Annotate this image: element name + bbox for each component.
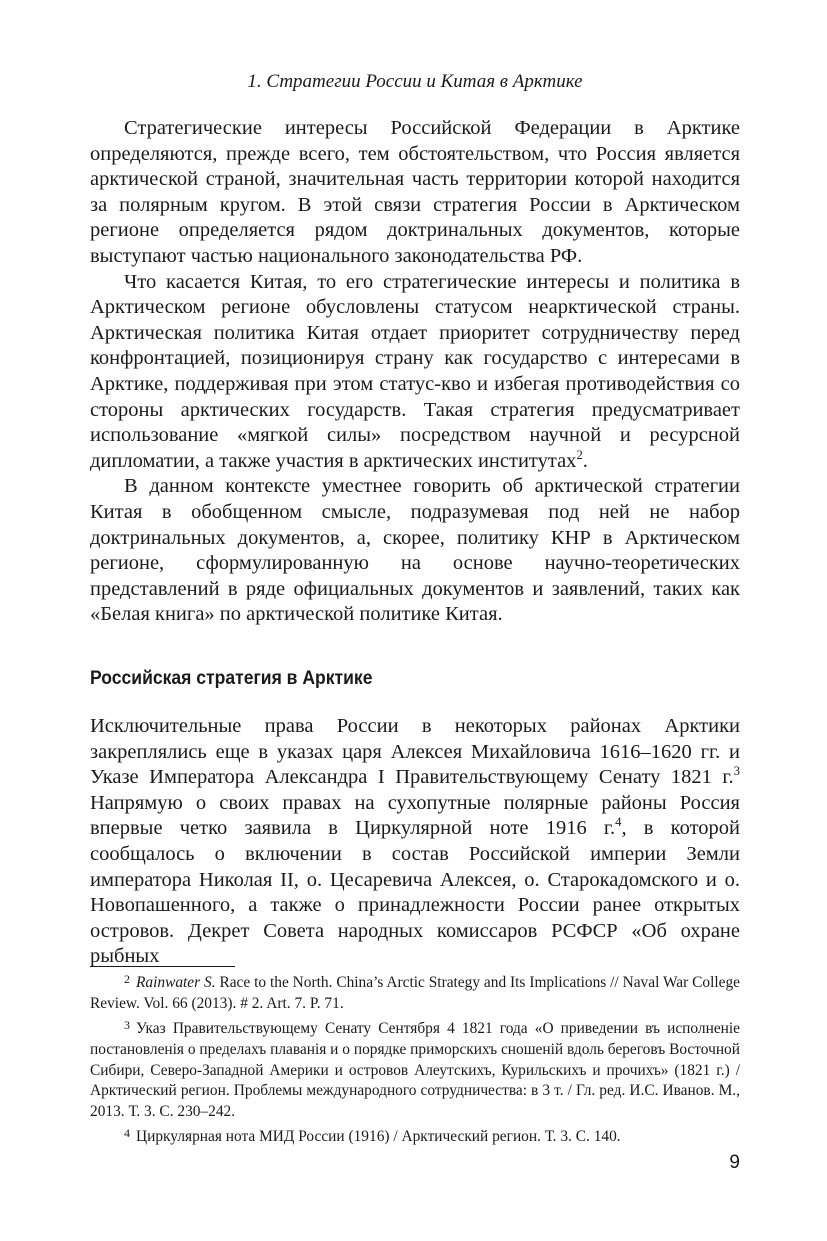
- footnote: [90, 969, 740, 1015]
- section-heading: Российская стратегия в Арктике: [90, 667, 373, 689]
- running-head: 1. Стратегии России и Китая в Арктике: [247, 71, 583, 92]
- page-number: 9: [729, 1152, 740, 1173]
- paragraph-text: Напрямую о своих правах на сухопутные полярные районы Россия впервые четко заявила в Циркулярной ноте 1916 г.: [90, 791, 740, 840]
- paragraph: [90, 270, 740, 475]
- footnote-number: 4: [124, 1125, 130, 1140]
- footnote-ref-4[interactable]: 4: [615, 815, 622, 830]
- footnote-author: Rainwater S.: [136, 974, 216, 992]
- footnote-text: Указ Правительствующему Сенату Сентября 4 1821 года «О приведении въ исполненіе постановленія о пределахъ плаванія и о порядке приморскихъ сношеній вдоль береговъ Восточной Сибири, Северо-Западной Америки и островов Алеутскихъ, Курильскихъ и прочихъ» (1821 г.) / Арктический регион. Проблемы международного сотрудничества: в 3 т. / Гл. ред. И.С. Иванов. М., 2013. Т. 3. С. 230–242.: [90, 1020, 740, 1121]
- footnote-text: Race to the North. China’s Arctic Strategy and Its Implications // Naval War College Review. Vol. 66 (2013). # 2. Art. 7. P. 71.: [90, 974, 740, 1012]
- footnote: [90, 1123, 740, 1148]
- paragraph: В данном контексте уместнее говорить об арктической стратегии Китая в обобщенном смысле, подразумевая под ней не набор доктринальных документов, а, скорее, политику КНР в Арктическом регионе, сформулированную на основе научно-теоретических представлений в ряде официальных документов и заявлений, таких как «Белая книга» по арктической политике Китая.: [90, 475, 740, 626]
- paragraph-text: , в которой сообщалось о включении в состав Российской империи Земли императора Николая II, о. Цесаревича Алексея, о. Старокадомского и о. Новопашенного, а также о принадлежности России ранее открытых островов. Декрет Совета народных комиссаров РСФСР «Об охране рыбных: [90, 817, 740, 968]
- footnote-number: 2: [124, 972, 130, 986]
- footnote-text: Циркулярная нота МИД России (1916) / Арктический регион. Т. 3. С. 140.: [136, 1128, 621, 1146]
- footnotes: [90, 969, 740, 1148]
- paragraph: [90, 714, 740, 970]
- section-text: [90, 714, 740, 970]
- paragraph-end: .: [582, 449, 588, 472]
- paragraph-text: Что касается Китая, то его стратегические интересы и политика в Арктическом регионе обусловлены статусом неарктической страны. Арктическая политика Китая отдает приоритет сотрудничеству перед конфронтацией, позиционируя страну как государство с интересами в Арктике, поддерживая при этом статус-кво и избегая противодействия со стороны арктических государств. Такая стратегия предусматривает использование «мягкой силы» посредством научной и ресурсной дипломатии, а также участия в арктических институтах: [90, 270, 740, 472]
- footnote-ref-2[interactable]: 2: [576, 447, 583, 462]
- footnote-ref-3[interactable]: 3: [733, 763, 740, 778]
- footnote: [90, 1015, 740, 1123]
- intro-text: [90, 116, 740, 628]
- footnote-divider: [90, 966, 235, 967]
- paragraph: Стратегические интересы Российской Федерации в Арктике определяются, прежде всего, тем обстоятельством, что Россия является арктической страной, значительная часть территории которой находится за полярным кругом. В этой связи стратегия России в Арктическом регионе определяется рядом доктринальных документов, которые выступают частью национального законодательства РФ.: [90, 117, 740, 267]
- paragraph-text: Исключительные права России в некоторых районах Арктики закреплялись еще в указах царя Алексея Михайловича 1616–1620 гг. и Указе Императора Александра I Правительствующему Сенату 1821 г.: [90, 715, 740, 789]
- footnote-number: 3: [124, 1017, 130, 1032]
